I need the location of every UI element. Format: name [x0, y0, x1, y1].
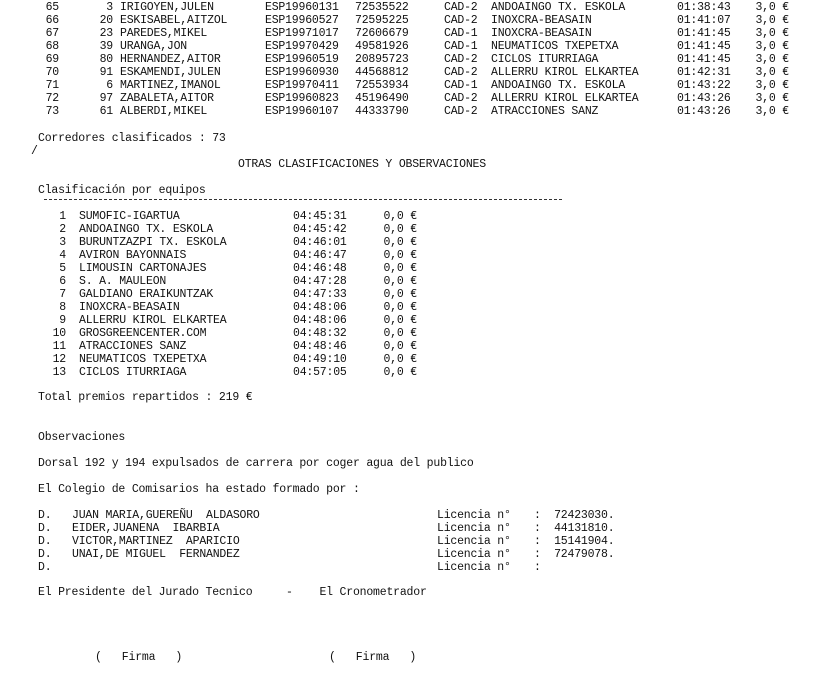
- team-name: ATRACCIONES SANZ: [79, 340, 187, 353]
- rider-dorsal: 20: [99, 14, 113, 27]
- rider-license: 45196490: [355, 92, 409, 105]
- team-time: 04:48:06: [293, 314, 347, 327]
- team-position: 4: [59, 249, 66, 262]
- team-time: 04:45:42: [293, 223, 347, 236]
- team-time: 04:46:01: [293, 236, 347, 249]
- rider-license: 44333790: [355, 105, 409, 118]
- rider-category: CAD-2: [444, 53, 478, 66]
- commissioner-name: JUAN MARIA,GUEREÑU ALDASORO: [72, 509, 260, 522]
- rider-category: CAD-2: [444, 14, 478, 27]
- rider-license: 72535522: [355, 1, 409, 14]
- team-position: 6: [59, 275, 66, 288]
- commissioner-prefix: D.: [38, 522, 52, 535]
- teams-heading: Clasificación por equipos: [38, 184, 206, 197]
- observations-heading: Observaciones: [38, 431, 126, 444]
- separator-line: [44, 199, 562, 200]
- team-name: SUMOFIC-IGARTUA: [79, 210, 180, 223]
- rider-category: CAD-2: [444, 1, 478, 14]
- commissioner-prefix: D.: [38, 509, 52, 522]
- jury-intro: El Colegio de Comisarios ha estado formado por :: [38, 483, 360, 496]
- team-name: NEUMATICOS TXEPETXA: [79, 353, 207, 366]
- team-name: LIMOUSIN CARTONAJES: [79, 262, 207, 275]
- rider-prize: 3,0 €: [755, 27, 789, 40]
- team-time: 04:48:06: [293, 301, 347, 314]
- rider-name: ZABALETA,AITOR: [120, 92, 214, 105]
- rider-time: 01:42:31: [677, 66, 731, 79]
- rider-team: ATRACCIONES SANZ: [491, 105, 599, 118]
- commissioner-license-number: :: [534, 561, 541, 574]
- commissioner-name: VICTOR,MARTINEZ APARICIO: [72, 535, 240, 548]
- team-prize: 0,0 €: [383, 340, 417, 353]
- rider-team: NEUMATICOS TXEPETXA: [491, 40, 619, 53]
- team-name: BURUNTZAZPI TX. ESKOLA: [79, 236, 227, 249]
- rider-prize: 3,0 €: [755, 92, 789, 105]
- rider-prize: 3,0 €: [755, 79, 789, 92]
- commissioner-license-label: Licencia n°: [437, 522, 511, 535]
- commissioner-license-label: Licencia n°: [437, 548, 511, 561]
- team-name: ANDOAINGO TX. ESKOLA: [79, 223, 214, 236]
- rider-dorsal: 80: [99, 53, 113, 66]
- rider-uci-code: ESP19960823: [265, 92, 339, 105]
- team-name: AVIRON BAYONNAIS: [79, 249, 187, 262]
- team-prize: 0,0 €: [383, 366, 417, 379]
- team-position: 9: [59, 314, 66, 327]
- slash-mark: /: [31, 145, 38, 158]
- rider-prize: 3,0 €: [755, 1, 789, 14]
- rider-name: PAREDES,MIKEL: [120, 27, 208, 40]
- rider-license: 72553934: [355, 79, 409, 92]
- rider-team: CICLOS ITURRIAGA: [491, 53, 599, 66]
- total-prizes: Total premios repartidos : 219 €: [38, 391, 253, 404]
- team-time: 04:47:28: [293, 275, 347, 288]
- team-name: INOXCRA-BEASAIN: [79, 301, 180, 314]
- rider-dorsal: 3: [106, 1, 113, 14]
- rider-time: 01:43:22: [677, 79, 731, 92]
- team-name: GALDIANO ERAIKUNTZAK: [79, 288, 214, 301]
- team-time: 04:57:05: [293, 366, 347, 379]
- team-time: 04:46:48: [293, 262, 347, 275]
- rider-team: INOXCRA-BEASAIN: [491, 27, 592, 40]
- commissioner-prefix: D.: [38, 535, 52, 548]
- rider-team: ALLERRU KIROL ELKARTEA: [491, 66, 639, 79]
- team-prize: 0,0 €: [383, 249, 417, 262]
- team-time: 04:45:31: [293, 210, 347, 223]
- rider-position: 70: [45, 66, 59, 79]
- signature-line: El Presidente del Jurado Tecnico - El Cronometrador: [38, 586, 427, 599]
- commissioner-license-label: Licencia n°: [437, 535, 511, 548]
- team-prize: 0,0 €: [383, 210, 417, 223]
- rider-uci-code: ESP19971017: [265, 27, 339, 40]
- rider-name: URANGA,JON: [120, 40, 188, 53]
- rider-position: 71: [45, 79, 59, 92]
- rider-uci-code: ESP19960930: [265, 66, 339, 79]
- rider-category: CAD-1: [444, 40, 478, 53]
- commissioner-license-number: : 72479078.: [534, 548, 615, 561]
- team-time: 04:48:32: [293, 327, 347, 340]
- section-title: OTRAS CLASIFICACIONES Y OBSERVACIONES: [238, 158, 486, 171]
- team-name: GROSGREENCENTER.COM: [79, 327, 207, 340]
- rider-time: 01:41:45: [677, 27, 731, 40]
- rider-dorsal: 97: [99, 92, 113, 105]
- rider-time: 01:43:26: [677, 105, 731, 118]
- rider-time: 01:41:45: [677, 53, 731, 66]
- rider-prize: 3,0 €: [755, 14, 789, 27]
- rider-uci-code: ESP19970429: [265, 40, 339, 53]
- rider-category: CAD-2: [444, 92, 478, 105]
- team-prize: 0,0 €: [383, 353, 417, 366]
- rider-position: 69: [45, 53, 59, 66]
- rider-position: 66: [45, 14, 59, 27]
- commissioner-license-number: : 44131810.: [534, 522, 615, 535]
- commissioner-license-number: : 72423030.: [534, 509, 615, 522]
- team-position: 1: [59, 210, 66, 223]
- rider-name: ESKAMENDI,JULEN: [120, 66, 221, 79]
- team-prize: 0,0 €: [383, 314, 417, 327]
- rider-dorsal: 23: [99, 27, 113, 40]
- team-prize: 0,0 €: [383, 223, 417, 236]
- team-prize: 0,0 €: [383, 236, 417, 249]
- rider-license: 72595225: [355, 14, 409, 27]
- rider-category: CAD-1: [444, 27, 478, 40]
- team-position: 5: [59, 262, 66, 275]
- team-time: 04:49:10: [293, 353, 347, 366]
- rider-dorsal: 39: [99, 40, 113, 53]
- team-time: 04:46:47: [293, 249, 347, 262]
- rider-category: CAD-2: [444, 105, 478, 118]
- rider-team: ANDOAINGO TX. ESKOLA: [491, 1, 626, 14]
- team-name: S. A. MAULEON: [79, 275, 167, 288]
- commissioner-license-label: Licencia n°: [437, 509, 511, 522]
- team-position: 8: [59, 301, 66, 314]
- rider-uci-code: ESP19960519: [265, 53, 339, 66]
- rider-prize: 3,0 €: [755, 40, 789, 53]
- rider-position: 65: [45, 1, 59, 14]
- rider-uci-code: ESP19960107: [265, 105, 339, 118]
- team-name: CICLOS ITURRIAGA: [79, 366, 187, 379]
- rider-prize: 3,0 €: [755, 66, 789, 79]
- commissioner-license-number: : 15141904.: [534, 535, 615, 548]
- rider-time: 01:41:45: [677, 40, 731, 53]
- rider-time: 01:41:07: [677, 14, 731, 27]
- team-time: 04:47:33: [293, 288, 347, 301]
- rider-time: 01:38:43: [677, 1, 731, 14]
- team-prize: 0,0 €: [383, 262, 417, 275]
- observation-text: Dorsal 192 y 194 expulsados de carrera por coger agua del publico: [38, 457, 474, 470]
- rider-position: 72: [45, 92, 59, 105]
- signature-right: ( Firma ): [329, 651, 417, 664]
- rider-license: 44568812: [355, 66, 409, 79]
- team-prize: 0,0 €: [383, 327, 417, 340]
- classified-count: Corredores clasificados : 73: [38, 132, 226, 145]
- team-position: 11: [52, 340, 66, 353]
- rider-name: IRIGOYEN,JULEN: [120, 1, 214, 14]
- team-time: 04:48:46: [293, 340, 347, 353]
- rider-category: CAD-2: [444, 66, 478, 79]
- rider-position: 68: [45, 40, 59, 53]
- team-position: 12: [52, 353, 66, 366]
- rider-team: INOXCRA-BEASAIN: [491, 14, 592, 27]
- rider-name: ESKISABEL,AITZOL: [120, 14, 228, 27]
- rider-license: 72606679: [355, 27, 409, 40]
- rider-uci-code: ESP19960131: [265, 1, 339, 14]
- team-prize: 0,0 €: [383, 288, 417, 301]
- rider-uci-code: ESP19970411: [265, 79, 339, 92]
- rider-position: 67: [45, 27, 59, 40]
- rider-name: HERNANDEZ,AITOR: [120, 53, 221, 66]
- rider-license: 49581926: [355, 40, 409, 53]
- rider-license: 20895723: [355, 53, 409, 66]
- rider-category: CAD-1: [444, 79, 478, 92]
- rider-name: MARTINEZ,IMANOL: [120, 79, 221, 92]
- rider-dorsal: 91: [99, 66, 113, 79]
- rider-team: ALLERRU KIROL ELKARTEA: [491, 92, 639, 105]
- team-prize: 0,0 €: [383, 275, 417, 288]
- rider-position: 73: [45, 105, 59, 118]
- team-position: 2: [59, 223, 66, 236]
- team-position: 3: [59, 236, 66, 249]
- team-position: 13: [52, 366, 66, 379]
- commissioner-name: UNAI,DE MIGUEL FERNANDEZ: [72, 548, 240, 561]
- commissioner-prefix: D.: [38, 561, 52, 574]
- team-position: 7: [59, 288, 66, 301]
- commissioner-prefix: D.: [38, 548, 52, 561]
- rider-name: ALBERDI,MIKEL: [120, 105, 208, 118]
- commissioner-license-label: Licencia n°: [437, 561, 511, 574]
- rider-dorsal: 61: [99, 105, 113, 118]
- rider-time: 01:43:26: [677, 92, 731, 105]
- signature-left: ( Firma ): [95, 651, 183, 664]
- team-name: ALLERRU KIROL ELKARTEA: [79, 314, 227, 327]
- rider-team: ANDOAINGO TX. ESKOLA: [491, 79, 626, 92]
- rider-prize: 3,0 €: [755, 105, 789, 118]
- team-prize: 0,0 €: [383, 301, 417, 314]
- rider-prize: 3,0 €: [755, 53, 789, 66]
- team-position: 10: [52, 327, 66, 340]
- commissioner-name: EIDER,JUANENA IBARBIA: [72, 522, 220, 535]
- rider-uci-code: ESP19960527: [265, 14, 339, 27]
- rider-dorsal: 6: [106, 79, 113, 92]
